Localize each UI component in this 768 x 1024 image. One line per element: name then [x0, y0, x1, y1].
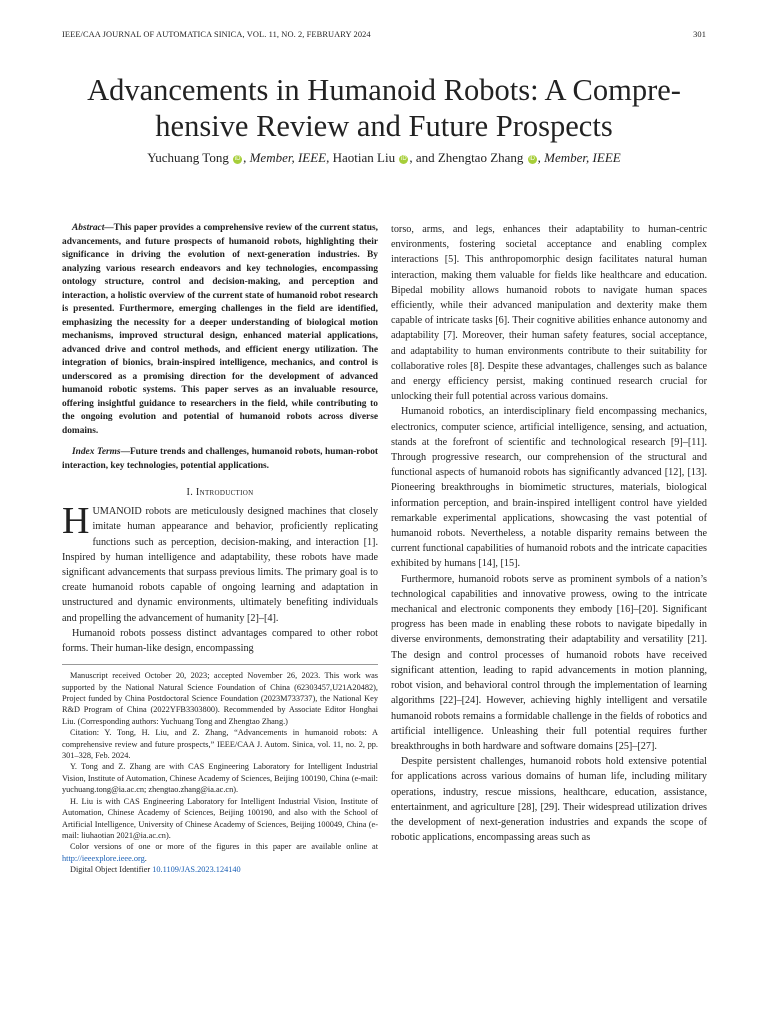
intro-paragraph-1 [62, 500, 378, 626]
footnotes [62, 664, 378, 875]
doi-label: Digital Object Identifier [70, 865, 153, 875]
ieeexplore-link[interactable]: http://ieeexplore.ieee.org [62, 853, 145, 863]
title-line-2: hensive Review and Future Prospects [155, 109, 613, 143]
footnote-color-end: . [144, 853, 147, 863]
author-3-membership: Member, IEEE [544, 150, 621, 165]
right-column [391, 222, 707, 845]
body-paragraph-4: Despite persistent challenges, humanoid robots hold extensive potential for applications across various domains of human life, including military operations, industry, rescue missions, healthcare, education, assistance, entertainment, and agriculture [28], [29]. Their widespread utilization drives the development of next-generation industries and expands the scope of robotic applications, encompassing areas such as [391, 756, 707, 844]
body-paragraph-2: Humanoid robotics, an interdisciplinary field encompassing mechanics, electronics, computer science, artificial intelligence, sensing, and actuation, stands at the forefront of scientific and technological research [9]–[11]. Through progressive research, our comprehension of the structural and functional aspects of humanoid robots has significantly advanced [12], [13]. Pioneering breakthroughs in biomimetic structures, materials, biological information perception, and brain-inspired intelligent control have yielded remarkable experimental applications, showcasing the vast potential of humanoid robots. Nevertheless, a notable disparity remains between the current functional capabilities of humanoid robots and the intricate capacities exhibited by humans [14], [15]. [391, 406, 707, 570]
footnote-affiliation-1: Y. Tong and Z. Zhang are with CAS Engineering Laboratory for Intelligent Industrial Vision, Institute of Automation, Chinese Academy of Sciences, Beijing 100190, China (e-mail: yuchuang.tong@ia.ac.cn; zhengtao.zhang@ia.ac.cn). [62, 762, 378, 795]
footnote-doi [62, 864, 378, 875]
footnote-manuscript: Manuscript received October 20, 2023; accepted November 26, 2023. This work was supported by the National Natural Science Foundation of China (62303457,U21A20482), Project funded by China Postdoctoral Science Foundation (2023M733737), the National Key R&D Program of China (2022YFB3303800). Recommended by Associate Editor Honghai Liu. (Corresponding authors: Yuchuang Tong and Zhengtao Zhang.) [62, 671, 378, 726]
footnote-color [62, 841, 378, 864]
abstract-label: Abstract [72, 223, 105, 233]
footnote-citation: Citation: Y. Tong, H. Liu, and Z. Zhang, “Advancements in humanoid robots: A comprehensive review and future prospects,” IEEE/CAA J. Autom. Sinica, vol. 11, no. 2, pp. 301–328, Feb. 2024. [62, 728, 378, 761]
left-column [62, 222, 378, 876]
doi-link[interactable]: 10.1109/JAS.2023.124140 [152, 865, 241, 875]
index-terms-text: —Future trends and challenges, humanoid robots, human-robot interaction, key technologies, potential applications. [62, 447, 378, 471]
title-line-1: Advancements in Humanoid Robots: A Compre- [87, 73, 681, 107]
footnote-affiliation-2: H. Liu is with CAS Engineering Laboratory for Intelligent Industrial Vision, Institute of Automation, Chinese Academy of Sciences, Beijing 100190, and also with the School of Artificial Intelligence, University of Chinese Academy of Sciences, Beijing 100049, China (e-mail: liuhaotian 2021@ia.ac.cn). [62, 796, 378, 840]
abstract [62, 222, 378, 438]
paper-title [40, 72, 728, 144]
author-1: Yuchuang Tong [147, 150, 229, 165]
author-2: Haotian Liu [332, 150, 396, 165]
index-terms-label: Index Terms [72, 447, 121, 457]
abstract-text: —This paper provides a comprehensive review of the current status, advancements, and future prospects of humanoid robots, highlighting their significance in driving the evolution of next-generation industries. By analyzing various research endeavors and key technologies, encompassing ontology structure, control and decision-making, and perception and interaction, a holistic overview of the current state of humanoid robot research is presented. Furthermore, emerging challenges in the field are identified, emphasizing the necessity for a deeper understanding of biological motion mechanisms, improved structural design, enhanced material applications, advanced drive and control methods, and efficient energy utilization. The integration of bionics, brain-inspired intelligence, mechanics, and control is underscored as a promising direction for the development of advanced humanoid robotic systems. This paper serves as an invaluable resource, offering insightful guidance to researchers in the field, while contributing to the ongoing evolution and potential of humanoid robots across diverse domains. [62, 223, 378, 436]
section-heading-introduction: I. Introduction [186, 487, 254, 498]
body-paragraph-1: torso, arms, and legs, enhances their adaptability to human-centric environments, fostering societal acceptance and enabling complex interactions [5]. This anthropomorphic design facilitates natural human interaction, making them valuable for fields like healthcare and education. Bipedal mobility allows humanoid robots to navigate human spaces efficiently, while their advanced manipulation and dexterity make them capable of intricate tasks [6]. Their cognitive abilities enhance autonomy and adaptability [7]. Moreover, their human safety features, social acceptance, and adaptability to human environments contribute to their suitability for collaborative roles [8]. Despite these advantages, challenges such as balance and energy efficiency persist, making continued research crucial for unlocking their full potential across various domains. [391, 224, 707, 403]
index-terms [62, 446, 378, 473]
author-3: and Zhengtao Zhang [415, 150, 524, 165]
page-number: 301 [693, 30, 706, 39]
running-header [62, 30, 706, 39]
orcid-icon[interactable]: iD [529, 156, 535, 162]
footnote-color-text: Color versions of one or more of the figures in this paper are available online at [70, 842, 378, 852]
journal-name: IEEE/CAA JOURNAL OF AUTOMATICA SINICA, VOL. 11, NO. 2, FEBRUARY 2024 [62, 30, 371, 39]
intro-paragraph-1-text: UMANOID robots are meticulously designed machines that closely imitate human appearance and behavior, proficiently replicating functions such as perception, decision-making, and interaction [1]. Inspired by human intelligence and adaptability, these robots have made significant advancements that surpass previous limits. The primary goal is to create humanoid robots capable of ongoing learning and adaptation in unstructured and dynamic environments, ultimately benefiting individuals and propelling the advancement of humanity [2]–[4]. [62, 506, 378, 624]
body-paragraph-3: Furthermore, humanoid robots serve as prominent symbols of a nation’s technological capabilities and innovative prowess, owing to the intricate mechanical and electronic components they embody [16]–[20]. Significant progress has been made in enabling these robots to navigate bipedally in diverse environments, demonstrating their adaptability and versatility [21]. The design and control processes of humanoid robots have received significant attention, leading to rapid advancements in motion planning, robot vision, and behavioral control through the implementation of learning algorithms [22]–[24]. However, achieving highly intelligent and versatile humanoid robots remains a formidable challenge in the fields of robotics and artificial intelligence. Unleashing their full potential requires further breakthroughs in both hardware and software domains [25]–[27]. [391, 573, 707, 752]
orcid-icon[interactable]: iD [234, 156, 241, 162]
intro-paragraph-2: Humanoid robots possess distinct advantages compared to other robot forms. Their human-like design, encompassing [62, 627, 378, 655]
author-1-membership: Member, IEEE [249, 150, 327, 165]
orcid-icon[interactable]: iD [401, 156, 407, 162]
author-list: Yuchuang Tong iD , Member, IEEE, Haotian Liu iD , and Zhengtao Zhang iD , Member, IEEE [147, 150, 621, 165]
drop-cap: H [62, 500, 90, 543]
